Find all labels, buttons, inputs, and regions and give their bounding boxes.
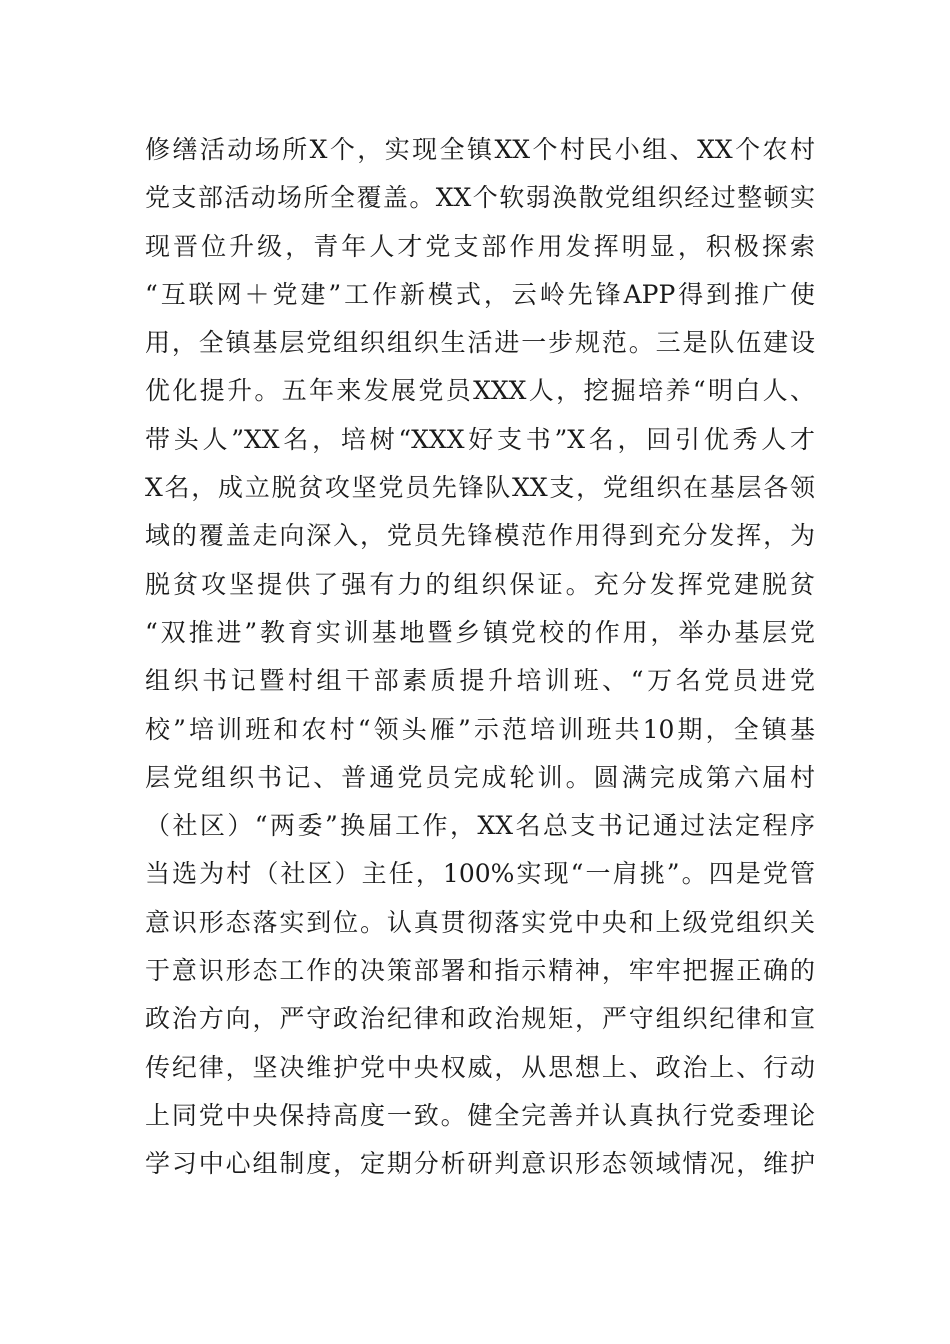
text-line: 组织书记暨村组干部素质提升培训班、“万名党员进党	[145, 666, 815, 696]
text-line: （社区）“两委”换届工作，XX名总支书记通过法定程序	[145, 811, 815, 841]
text-line: 域的覆盖走向深入，党员先锋模范作用得到充分发挥，为	[145, 521, 815, 551]
text-line: 脱贫攻坚提供了强有力的组织保证。充分发挥党建脱贫	[145, 569, 815, 599]
text-line: 用，全镇基层党组织组织生活进一步规范。三是队伍建设	[145, 328, 815, 358]
text-line: 意识形态落实到位。认真贯彻落实党中央和上级党组织关	[145, 907, 815, 937]
text-line: 校”培训班和农村“领头雁”示范培训班共10期，全镇基	[145, 714, 815, 744]
text-line: X名，成立脱贫攻坚党员先锋队XX支，党组织在基层各领	[145, 473, 815, 503]
text-line: 层党组织书记、普通党员完成轮训。圆满完成第六届村	[145, 762, 815, 792]
text-line: 现晋位升级，青年人才党支部作用发挥明显，积极探索	[145, 231, 815, 261]
text-line: 于意识形态工作的决策部署和指示精神，牢牢把握正确的	[145, 956, 815, 986]
text-line: 上同党中央保持高度一致。健全完善并认真执行党委理论	[145, 1100, 815, 1130]
text-line: “双推进”教育实训基地暨乡镇党校的作用，举办基层党	[145, 617, 815, 647]
text-line: 优化提升。五年来发展党员XXX人，挖掘培养“明白人、	[145, 376, 815, 406]
text-line: 当选为村（社区）主任，100%实现“一肩挑”。四是党管	[145, 859, 815, 889]
text-line: 带头人”XX名，培树“XXX好支书”X名，回引优秀人才	[145, 424, 815, 454]
text-line: 传纪律，坚决维护党中央权威，从思想上、政治上、行动	[145, 1052, 815, 1082]
text-line: 党支部活动场所全覆盖。XX个软弱涣散党组织经过整顿实	[145, 183, 815, 213]
text-line: “互联网＋党建”工作新模式，云岭先锋APP得到推广使	[145, 279, 815, 309]
text-line: 政治方向，严守政治纪律和政治规矩，严守组织纪律和宣	[145, 1004, 815, 1034]
text-line: 修缮活动场所X个，实现全镇XX个村民小组、XX个农村	[145, 135, 815, 164]
text-line: 学习中心组制度，定期分析研判意识形态领域情况，维护	[145, 1149, 815, 1179]
body-paragraph	[145, 126, 815, 1189]
